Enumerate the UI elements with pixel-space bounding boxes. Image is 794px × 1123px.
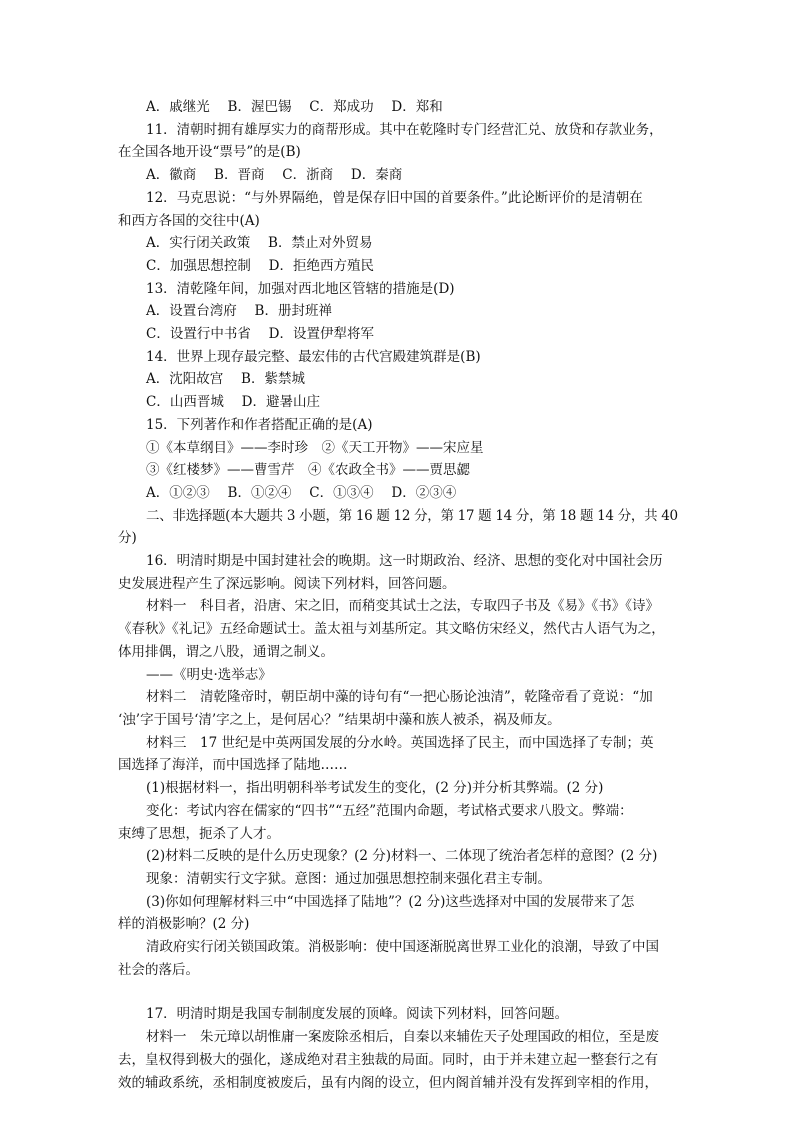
q15-options: A．①②③ B．①②④ C．①③④ D．②③④ xyxy=(146,484,457,501)
q12-stem-line2: 和西方各国的交往中(A) xyxy=(118,212,260,229)
q16-answer2: 现象：清朝实行文字狱。意图：通过加强思想控制来强化君主专制。 xyxy=(146,870,551,887)
q13-stem: 13．清乾隆年间，加强对西北地区管辖的措施是(D) xyxy=(146,280,455,297)
q16-intro-line1: 16．明清时期是中国封建社会的晚期。这一时期政治、经济、思想的变化对中国社会历 xyxy=(146,553,663,570)
q16-answer3-line1: 清政府实行闭关锁国政策。消极影响：使中国逐渐脱离世界工业化的浪潮，导致了中国 xyxy=(146,939,659,956)
section2-heading-line1: 二、非选择题(本大题共 3 小题，第 16 题 12 分，第 17 题 14 分，第 18 题 14 分，共 40 xyxy=(146,507,678,524)
q16-subquestion1: (1)根据材料一，指出明朝科举考试发生的变化，(2 分)并分析其弊端。(2 分) xyxy=(146,780,604,797)
q15-pairing-line2: ③《红楼梦》——曹雪芹 ④《农政全书》——贾思勰 xyxy=(146,462,470,479)
q13-options-line2: C．设置行中书省 D．设置伊犁将军 xyxy=(146,326,374,343)
q16-answer1-line2: 束缚了思想，扼杀了人才。 xyxy=(118,825,280,842)
q11-options: A．徽商 B．晋商 C．浙商 D．秦商 xyxy=(146,167,403,184)
q16-material1-line3: 体用排偶，谓之八股，通谓之制义。 xyxy=(118,643,334,660)
q14-options-line2: C．山西晋城 D．避暑山庄 xyxy=(146,394,320,411)
section2-heading-line2: 分) xyxy=(118,530,137,547)
q17-material1-line3: 效的辅政系统，丞相制度被废后，虽有内阁的设立，但内阁首辅并没有发挥到宰相的作用， xyxy=(118,1074,658,1091)
q16-material3-line2: 国选择了海洋，而中国选择了陆地…… xyxy=(118,757,348,774)
exam-content xyxy=(118,96,678,1094)
q16-answer3-line2: 社会的落后。 xyxy=(118,961,199,978)
q17-material1-line1: 材料一 朱元璋以胡惟庸一案废除丞相后，自秦以来辅佐天子处理国政的相位，至是废 xyxy=(146,1029,659,1046)
q16-material2-line1: 材料二 清乾隆帝时，朝臣胡中藻的诗句有“一把心肠论浊清”，乾隆帝看了竟说：“加 xyxy=(146,689,653,706)
q15-pairing-line1: ①《本草纲目》——李时珍 ②《天工开物》——宋应星 xyxy=(146,439,484,456)
q16-subquestion3-line1: (3)你如何理解材料三中“中国选择了陆地”？(2 分)这些选择对中国的发展带来了怎 xyxy=(146,893,635,910)
q10-options: A．戚继光 B．渥巴锡 C．郑成功 D．郑和 xyxy=(146,99,443,115)
q16-material2-line2: ‘浊’字于国号‘清’字之上，是何居心？”结果胡中藻和族人被杀，祸及师友。 xyxy=(118,711,561,728)
q16-subquestion2: (2)材料二反映的是什么历史现象？(2 分)材料一、二体现了统治者怎样的意图？(2 分) xyxy=(146,848,658,865)
q11-stem-line2: 在全国各地开设“票号”的是(B) xyxy=(118,144,301,161)
q12-stem-line1: 12．马克思说：“与外界隔绝，曾是保存旧中国的首要条件。”此论断评价的是清朝在 xyxy=(146,189,643,206)
q17-material1-line2: 去，皇权得到极大的强化，遂成绝对君主独裁的局面。同时，由于并未建立起一整套行之有 xyxy=(118,1051,658,1068)
q16-material1-line1: 材料一 科目者，沿唐、宋之旧，而稍变其试士之法，专取四子书及《易》《书》《诗》 xyxy=(146,598,659,615)
q16-material3-line1: 材料三 17 世纪是中英两国发展的分水岭。英国选择了民主，而中国选择了专制；英 xyxy=(146,734,654,751)
q15-stem: 15．下列著作和作者搭配正确的是(A) xyxy=(146,416,373,433)
q12-options-line1: A．实行闭关政策 B．禁止对外贸易 xyxy=(146,235,373,252)
q13-options-line1: A．设置台湾府 B．册封班禅 xyxy=(146,303,332,320)
blank-gap xyxy=(118,981,678,1003)
q14-options-line1: A．沈阳故宫 B．紫禁城 xyxy=(146,371,305,388)
q12-options-line2: C．加强思想控制 D．拒绝西方殖民 xyxy=(146,257,374,274)
q17-intro: 17．明清时期是我国专制制度发展的顶峰。阅读下列材料，回答问题。 xyxy=(146,1006,569,1023)
q16-answer1-line1: 变化：考试内容在儒家的“四书”“五经”范围内命题，考试格式要求八股文。弊端： xyxy=(146,802,633,819)
q16-intro-line2: 史发展进程产生了深远影响。阅读下列材料，回答问题。 xyxy=(118,575,456,592)
q11-stem-line1: 11．清朝时拥有雄厚实力的商帮形成。其中在乾隆时专门经营汇兑、放贷和存款业务， xyxy=(146,121,663,138)
q16-subquestion3-line2: 样的消极影响？(2 分) xyxy=(118,916,250,933)
q14-stem: 14．世界上现存最完整、最宏伟的古代宫殿建筑群是(B) xyxy=(146,348,481,365)
q16-material1-source: ——《明史·选举志》 xyxy=(146,666,272,683)
q16-material1-line2: 《春秋》《礼记》五经命题试士。盖太祖与刘基所定。其文略仿宋经义，然代古人语气为之， xyxy=(118,621,665,638)
